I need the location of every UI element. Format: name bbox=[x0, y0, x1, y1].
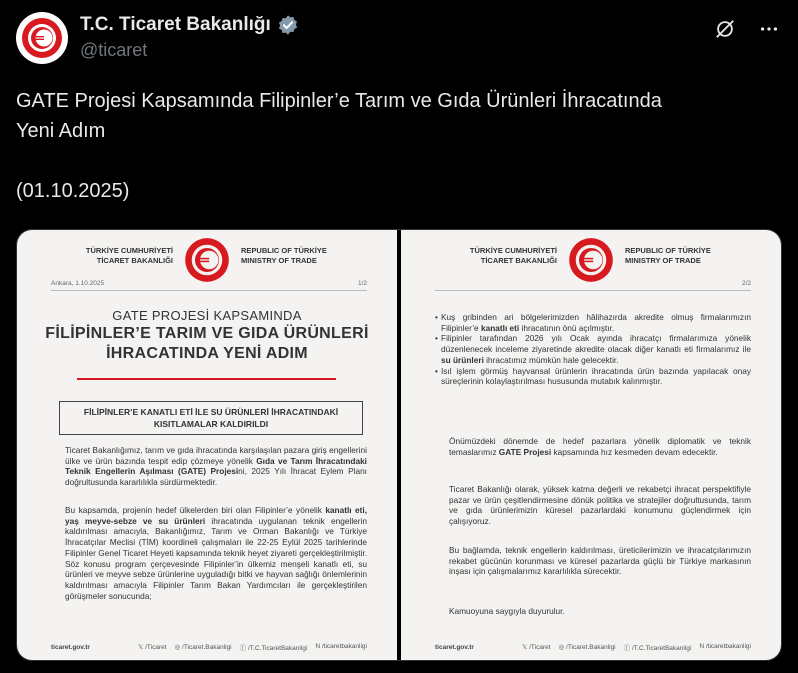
letterhead-line: REPUBLIC OF TÜRKİYE bbox=[625, 246, 711, 255]
page-number: 1/2 bbox=[357, 280, 367, 287]
list-item: • Isıl işlem görmüş hayvansal ürünlerin ihracatında ürün bazında yapılacak onay süreçlerinin kolaylaştırılması hususunda mutabık kalınmıştır. bbox=[435, 366, 751, 387]
post-header bbox=[16, 10, 782, 66]
document-paragraph bbox=[51, 505, 367, 601]
document-paragraph bbox=[435, 606, 751, 617]
grok-icon[interactable] bbox=[712, 16, 738, 42]
paragraph-text: Bu bağlamda, teknik engellerin kaldırılması, üreticilerimizin ve ihracatçılarımızın rekabet gücünün korunması ve küresel pazarlarda güçlü bir Türkiye markasının inşası için çalışmalarımız kararlılıkla sürecektir. bbox=[449, 545, 751, 577]
paragraph-bold: kanatlı eti, yaş meyve-sebze ve su ürünleri bbox=[65, 505, 368, 526]
post-media[interactable] bbox=[16, 229, 782, 661]
post-text-line: Yeni Adım bbox=[16, 120, 106, 142]
document-paragraph bbox=[435, 545, 751, 577]
post-text-line: GATE Projesi Kapsamında Filipinler’e Tarım ve Gıda Ürünleri İhracatında bbox=[16, 90, 662, 112]
list-item: • Filipinler tarafından 2026 yılı Ocak ayında ihracatçı firmalarımıza yönelik düzenlenecek inceleme ziyaretinde akredite olacak diğer kanatlı eti firmalarımız ile su ürünleri ihracatımız mümkün hale gelecektir. bbox=[435, 333, 751, 365]
post-text bbox=[16, 86, 782, 206]
divider bbox=[51, 290, 367, 291]
social-links bbox=[138, 643, 367, 652]
document-meta bbox=[51, 280, 367, 287]
post-date: (01.10.2025) bbox=[16, 180, 130, 202]
nsosyal-handle: N /ticaretbakanligi bbox=[315, 643, 367, 650]
nsosyal-handle: N /ticaretbakanligi bbox=[699, 643, 751, 650]
letterhead-left bbox=[470, 246, 557, 266]
instagram-handle: ◎ /Ticaret.Bakanligi bbox=[558, 644, 616, 651]
letterhead-line: TÜRKİYE CUMHURİYETİ bbox=[85, 246, 173, 255]
paragraph-text: Bu kapsamda, projenin hedef ülkelerden biri olan Filipinler’e yönelik bbox=[65, 505, 326, 515]
document-title: GATE PROJESİ KAPSAMINDA bbox=[112, 308, 302, 323]
facebook-handle: ⓕ /T.C.TicaretBakanligi bbox=[623, 645, 692, 652]
paragraph-text: ni, 2025 Yılı İhracat Eylem Planı doğrultusunda kararlılıkla sürdürmektedir. bbox=[65, 466, 367, 488]
paragraph-text: ihracatında uygulanan teknik engellerin kaldırılması amacıyla, Bakanlığımız, Tarım ve Orman Bakanlığı ve Türkiye İhracatçılar Meclisi (TİM) koordineli çalışmaları ile 22-25 Eylül 2025 tarihlerinde Filipinler Genel Ticaret Heyeti kapsamında teknik heyet ziyareti gerçekleştirilmiştir. Söz konusu program çerçevesinde Filipinler’in ülkemiz menşeli kanatlı eti, su ürünleri ve meyve sebze ürünlerine uyguladığı bitki ve hayvan sağlığı önlemlerinin kaldırılması amacıyla Filipinler Tarım Bakan Yardımcıları ile gerçekleştirilen görüşmeler sonucunda; bbox=[65, 515, 367, 601]
boxed-subtitle bbox=[59, 401, 363, 435]
divider bbox=[435, 290, 751, 291]
bullet-list bbox=[435, 312, 751, 387]
document-page-1[interactable] bbox=[17, 230, 397, 660]
paragraph-text: Ticaret Bakanlığı olarak, yüksek katma değerli ve rekabetçi ihracat perspektifiyle pazar ve ürün çeşitlendirmesine dönük politika ve stratejiler doğrultusunda, tarım ve gıda ürünlerimizin küresel pazarlardaki konumunu güçlendirmek için çalışıyoruz. bbox=[449, 484, 751, 527]
document-footer bbox=[435, 643, 751, 652]
letterhead-line: TÜRKİYE CUMHURİYETİ bbox=[469, 246, 557, 255]
letterhead-right bbox=[241, 246, 327, 266]
title-rule bbox=[77, 378, 336, 380]
x-handle: 𝕏 /Ticaret bbox=[522, 644, 551, 651]
ministry-emblem-icon bbox=[20, 16, 64, 60]
display-name[interactable]: T.C. Ticaret Bakanlığı bbox=[80, 14, 271, 35]
document-meta bbox=[435, 280, 751, 287]
facebook-handle: ⓕ /T.C.TicaretBakanligi bbox=[239, 645, 308, 652]
handle[interactable]: @ticaret bbox=[80, 40, 148, 60]
site-link: ticaret.gov.tr bbox=[51, 644, 90, 651]
document-paragraph: Önümüzdeki dönemde de hedef pazarlara yönelik diplomatik ve teknik temaslarımız GATE Projesi kapsamında hız kesmeden devam edecektir. bbox=[449, 436, 751, 457]
instagram-handle: ◎ /Ticaret.Bakanligi bbox=[174, 644, 232, 651]
social-links bbox=[522, 643, 751, 652]
letterhead-left bbox=[86, 246, 173, 266]
verified-badge-icon bbox=[277, 14, 299, 36]
document-title: FİLİPİNLER’E TARIM VE GIDA ÜRÜNLERİ bbox=[45, 325, 369, 342]
x-handle: 𝕏 /Ticaret bbox=[138, 644, 167, 651]
document-paragraph bbox=[435, 484, 751, 527]
document-paragraph bbox=[51, 445, 367, 488]
letterhead-line: MINISTRY OF TRADE bbox=[241, 256, 317, 265]
letterhead-line: MINISTRY OF TRADE bbox=[625, 256, 701, 265]
letterhead-line: TİCARET BAKANLIĞI bbox=[480, 256, 557, 265]
document-footer bbox=[51, 643, 367, 652]
letterhead-right bbox=[625, 246, 711, 266]
subtitle-line: FİLİPİNLER’E KANATLI ETİ İLE SU ÜRÜNLERİ İHRACATINDAKİ bbox=[83, 407, 339, 417]
letterhead-line: REPUBLIC OF TÜRKİYE bbox=[241, 246, 327, 255]
paragraph-text: Kamuoyuna saygıyla duyurulur. bbox=[449, 606, 565, 616]
more-icon[interactable] bbox=[756, 16, 782, 42]
letterhead-line: TİCARET BAKANLIĞI bbox=[96, 256, 173, 265]
ministry-emblem-icon bbox=[567, 236, 615, 284]
page-number: 2/2 bbox=[741, 280, 751, 287]
paragraph-bold: Gıda ve Tarım İhracatındaki Teknik Engellerin Aşılması (GATE) Projesi bbox=[65, 455, 367, 477]
document-title: İHRACATINDA YENİ ADIM bbox=[106, 345, 308, 362]
document-page-2[interactable] bbox=[401, 230, 781, 660]
list-item: • Kuş gribinden ari bölgelerimizden hâlihazırda akredite olmuş firmalarımızın Filipinler’e kanatlı eti ihracatının önü açılmıştır. bbox=[435, 312, 751, 333]
avatar[interactable] bbox=[16, 12, 68, 64]
ministry-emblem-icon bbox=[183, 236, 231, 284]
paragraph-text: Ticaret Bakanlığımız, tarım ve gıda ihracatında karşılaşılan pazara giriş engellerini ülke ve ürün bazında tespit edip çözmeye yönelik bbox=[65, 445, 367, 466]
place-date: Ankara, 1.10.2025 bbox=[51, 280, 105, 287]
subtitle-line: KISITLAMALAR KALDIRILDI bbox=[153, 419, 269, 429]
site-link: ticaret.gov.tr bbox=[435, 644, 474, 651]
